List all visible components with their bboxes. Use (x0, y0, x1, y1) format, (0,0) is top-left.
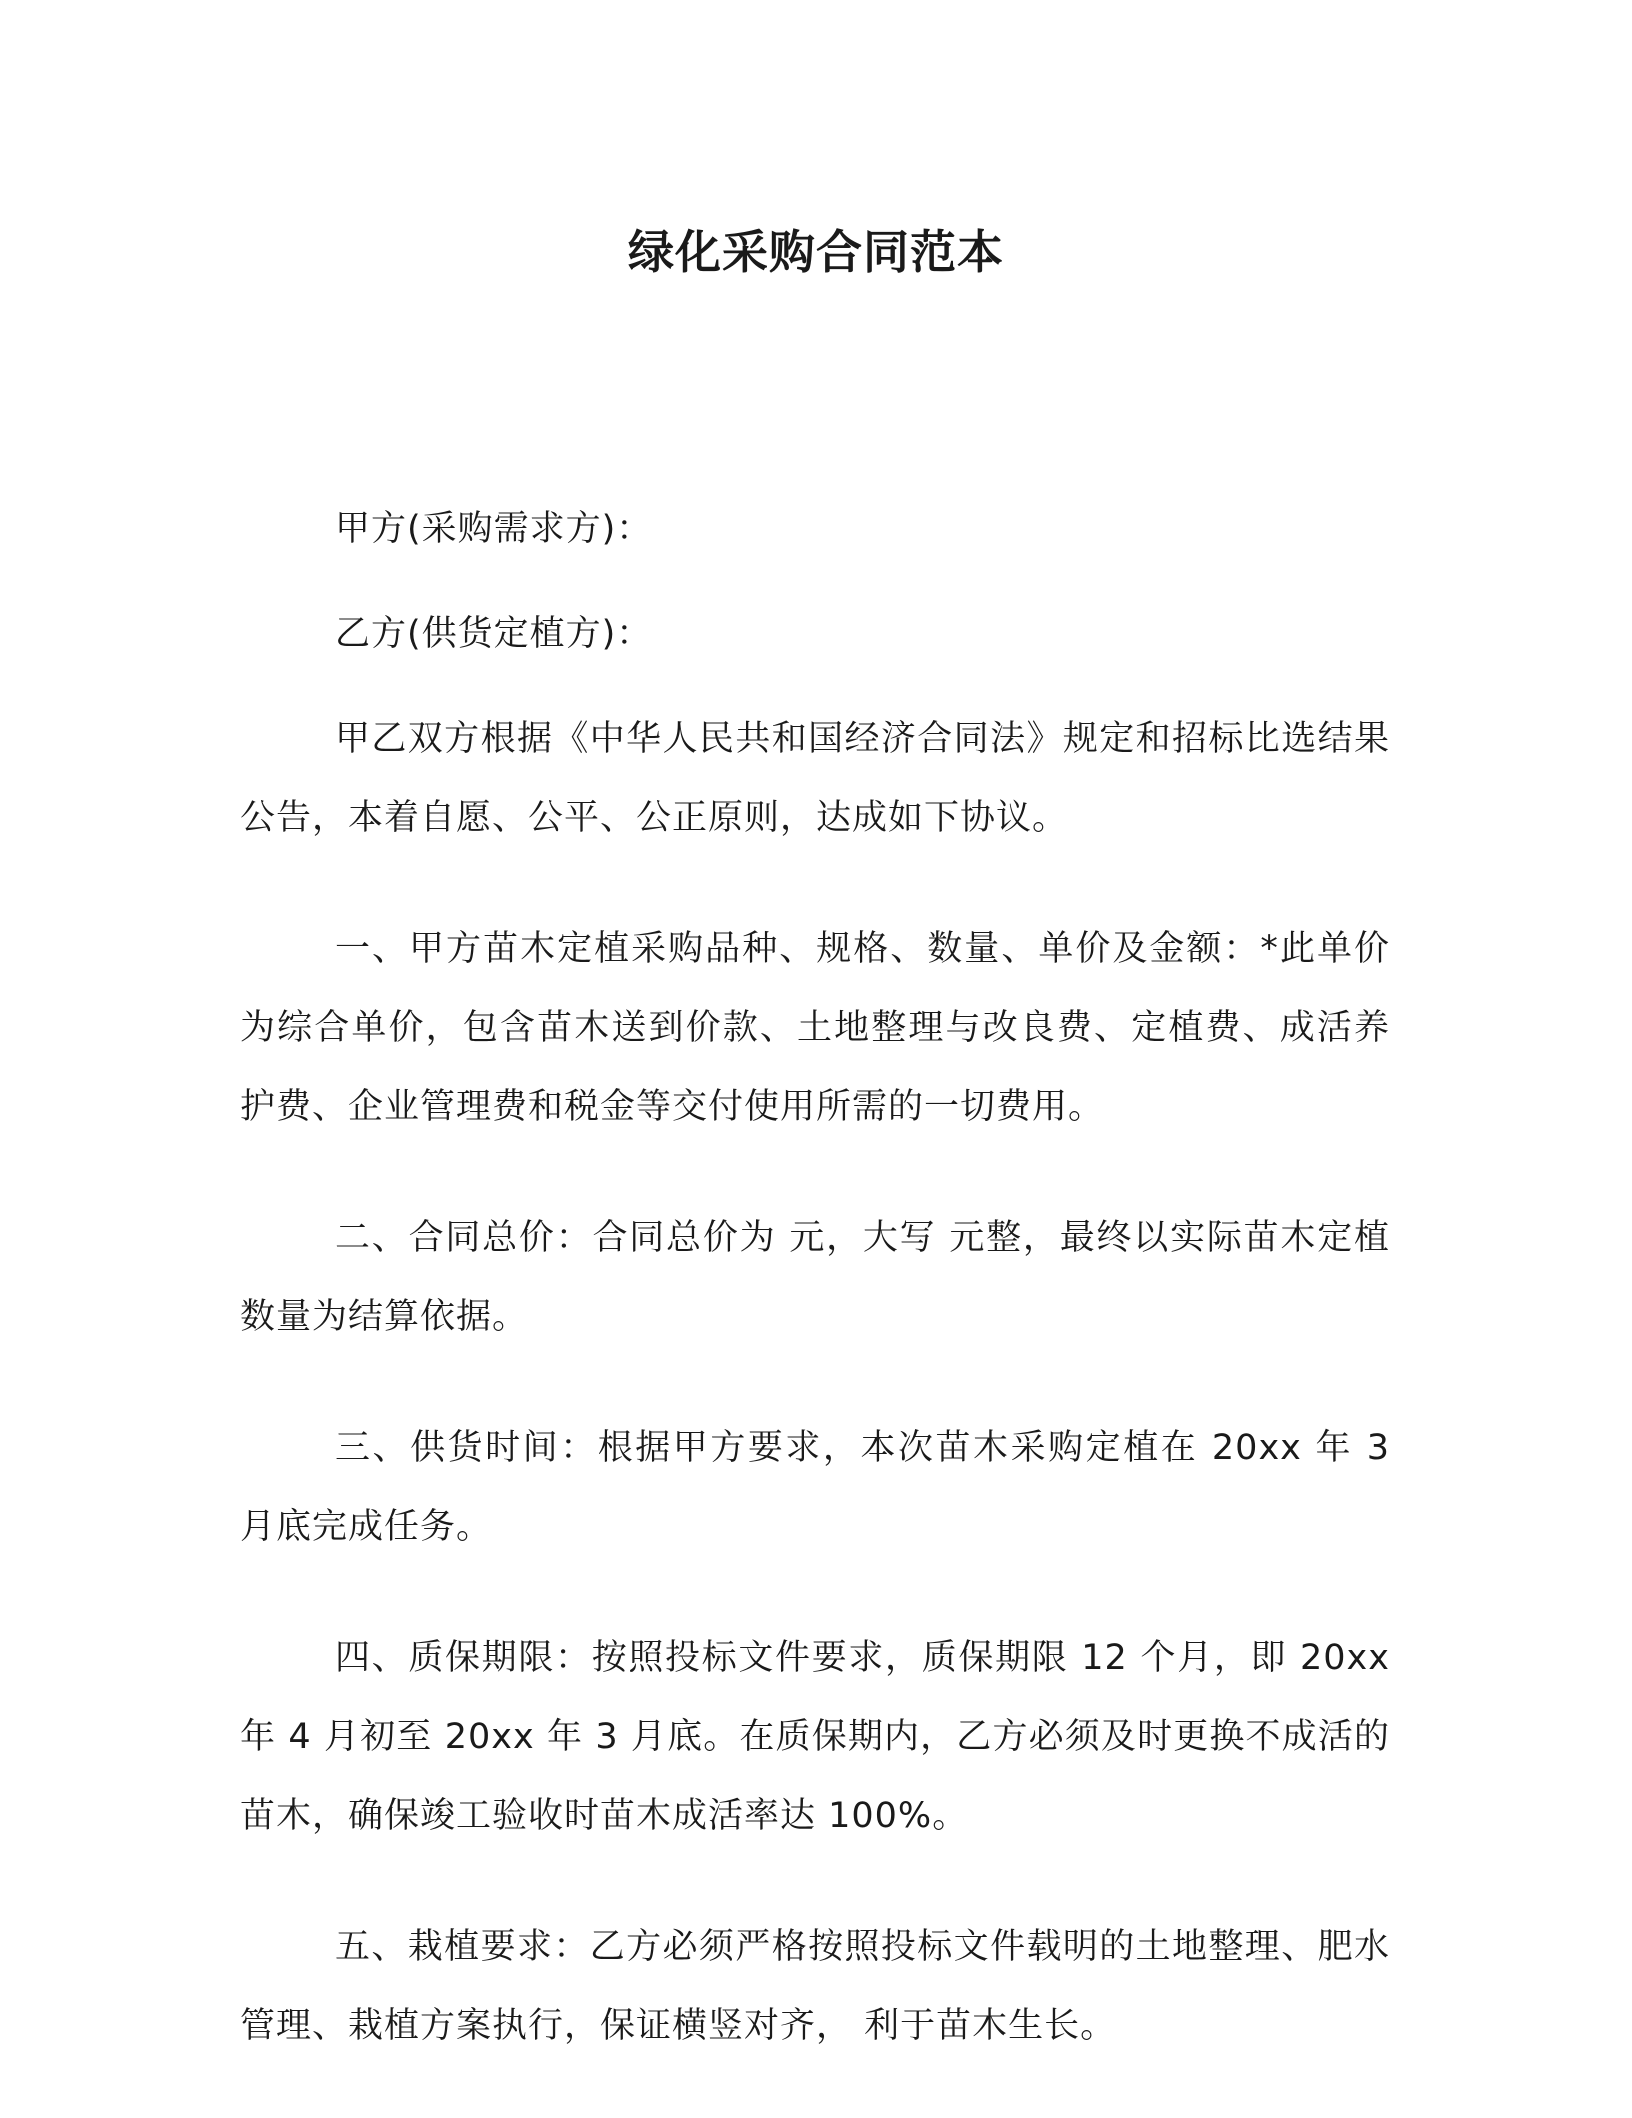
document-body (240, 490, 1390, 2118)
clause-4-paragraph: 四、质保期限：按照投标文件要求，质保期限 12 个月，即 20xx 年 4 月初至 20xx 年 3 月底。在质保期内，乙方必须及时更换不成活的苗木，确保竣工验收时苗木成活率达 100%。 (240, 1638, 1390, 1836)
document-title: 绿化采购合同范本 (628, 225, 1004, 279)
clause-2-paragraph: 二、合同总价：合同总价为 元，大写 元整，最终以实际苗木定植数量为结算依据。 (240, 1218, 1390, 1337)
clause-5-paragraph: 五、栽植要求：乙方必须严格按照投标文件载明的土地整理、肥水管理、栽植方案执行，保证横竖对齐， 利于苗木生长。 (240, 1927, 1390, 2046)
preamble-paragraph: 甲乙双方根据《中华人民共和国经济合同法》规定和招标比选结果公告，本着自愿、公平、公正原则，达成如下协议。 (240, 719, 1390, 838)
clause-1-paragraph: 一、甲方苗木定植采购品种、规格、数量、单价及金额：*此单价为综合单价，包含苗木送到价款、土地整理与改良费、定植费、成活养护费、企业管理费和税金等交付使用所需的一切费用。 (240, 929, 1390, 1127)
party-a-line: 甲方(采购需求方)： (335, 509, 653, 549)
party-b-line: 乙方(供货定植方)： (335, 614, 653, 654)
clause-3-paragraph: 三、供货时间：根据甲方要求，本次苗木采购定植在 20xx 年 3 月底完成任务。 (240, 1428, 1390, 1547)
